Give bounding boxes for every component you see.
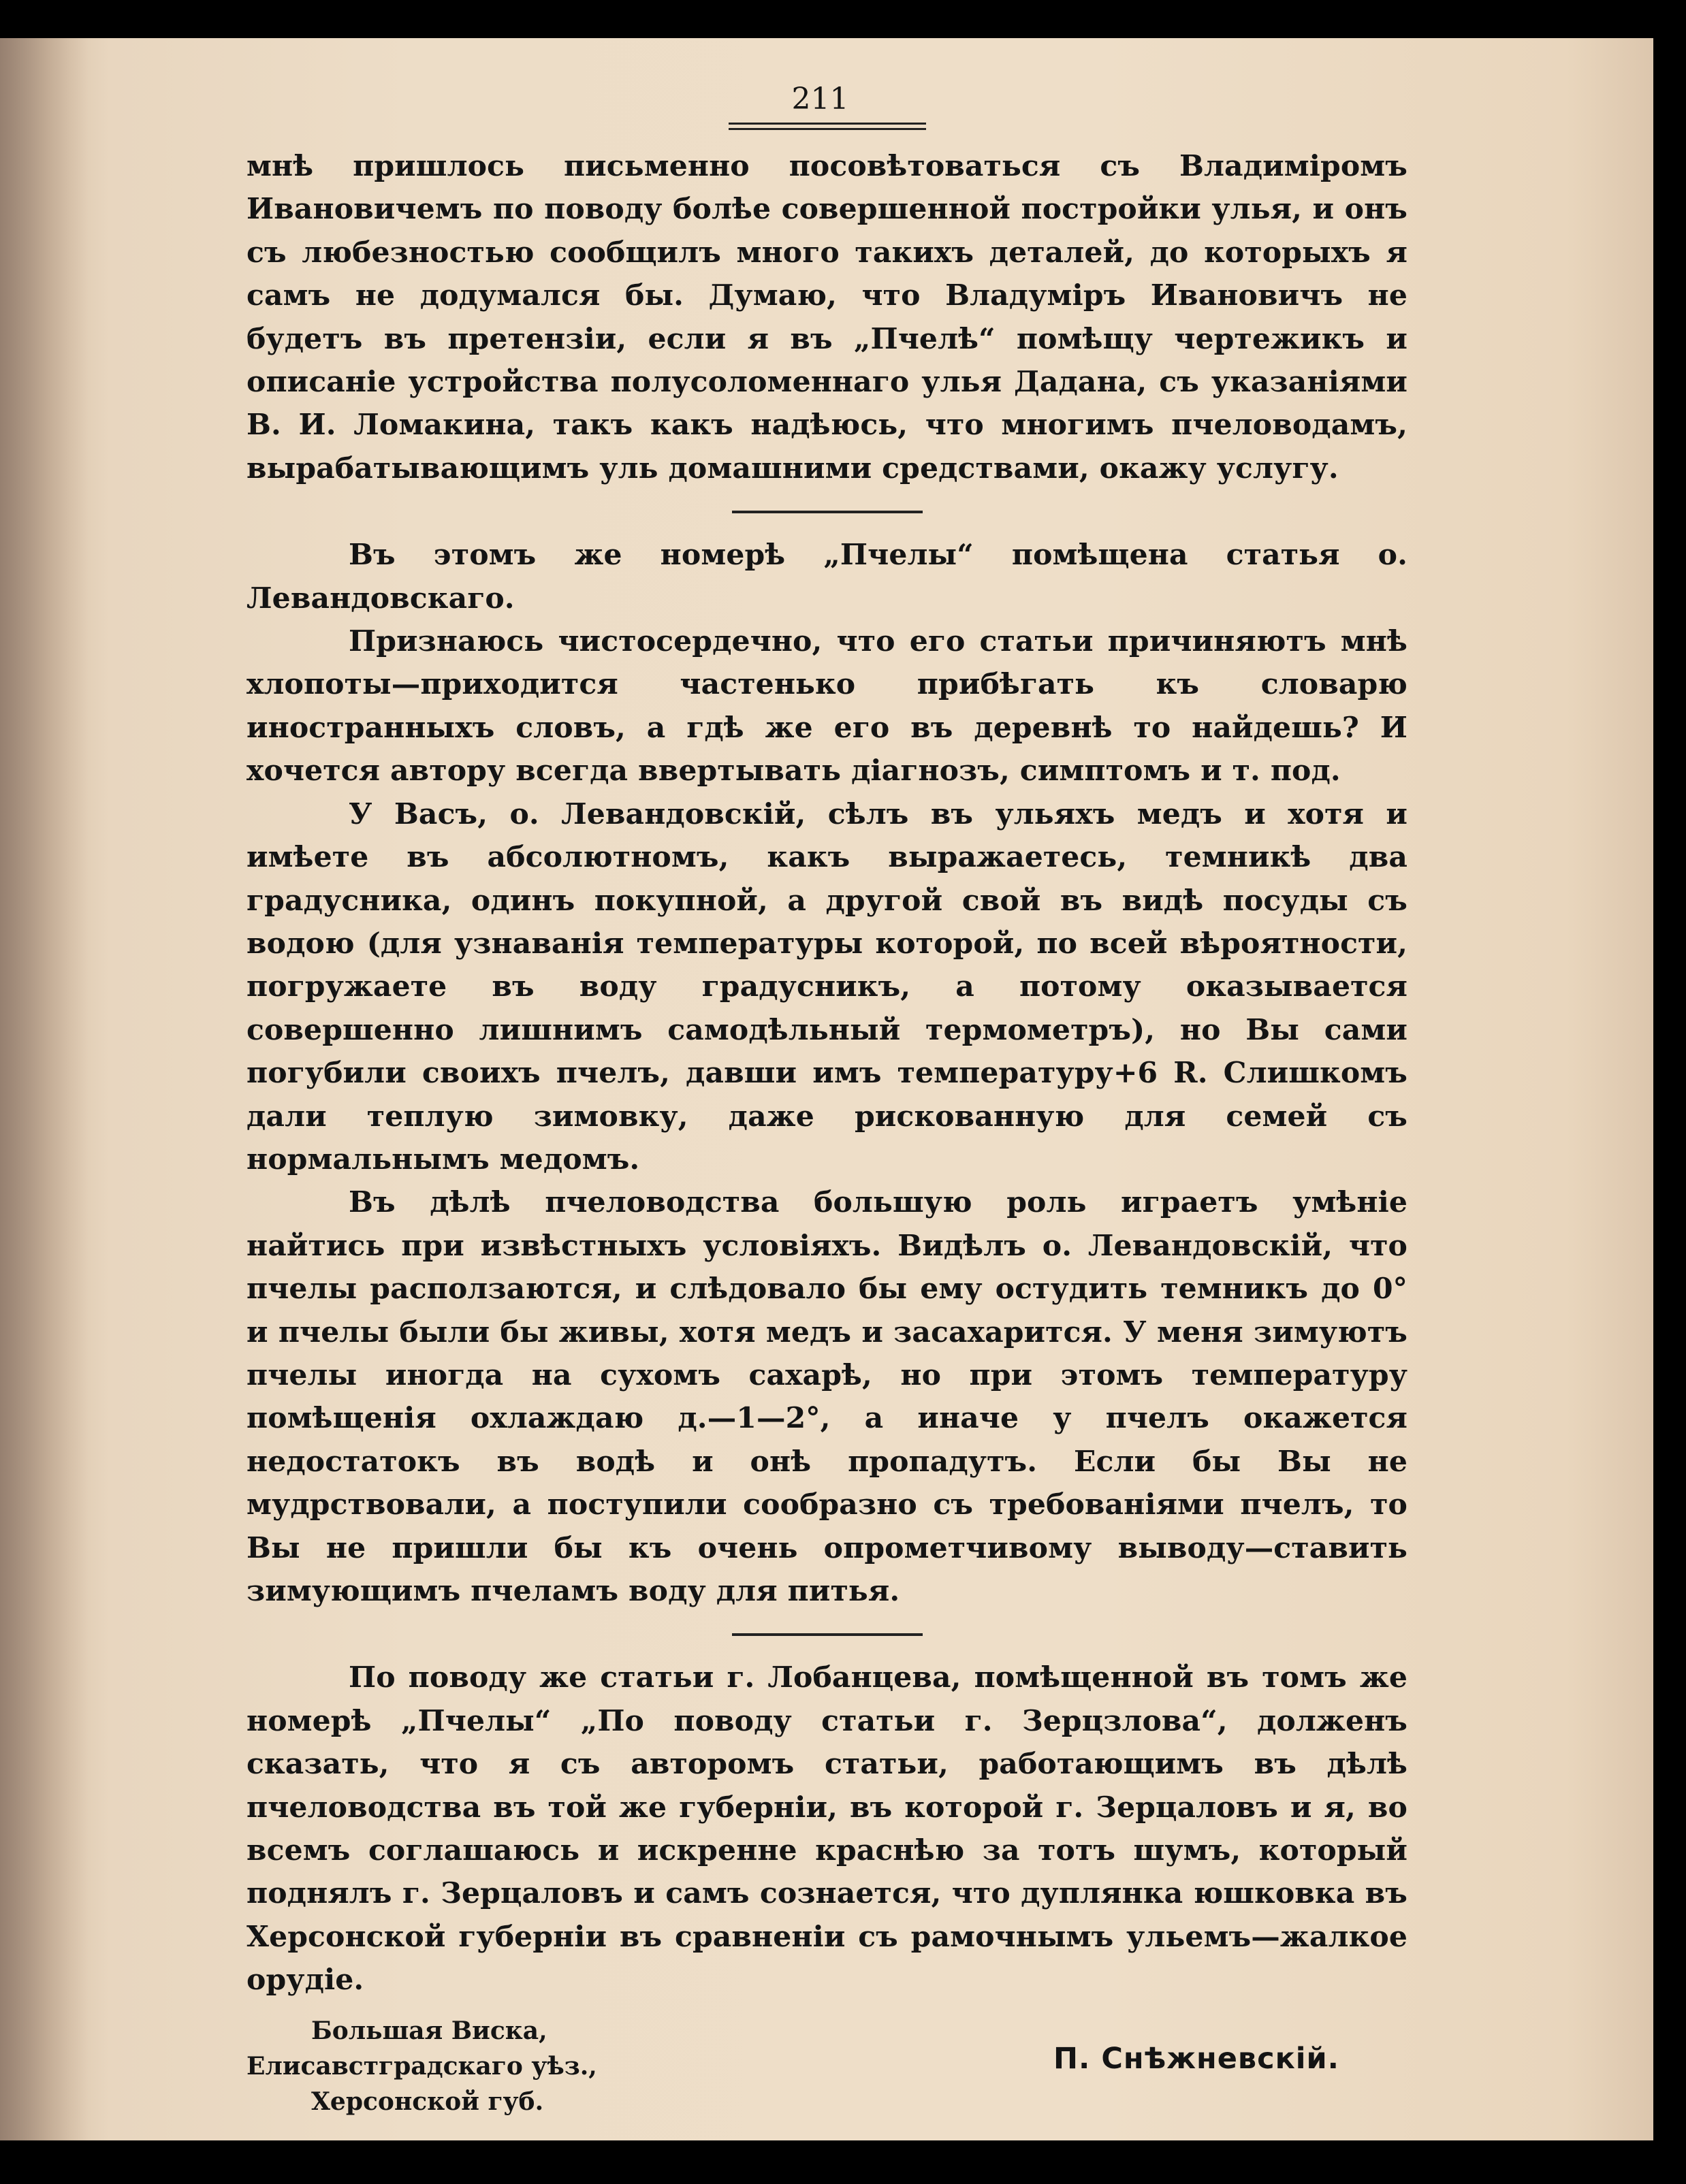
paragraph-3: Признаюсь чистосердечно, что его статьи причиняютъ мнѣ хлопоты—приходится частенько прибѣгать къ словарю иностранныхъ словъ, а гдѣ же его въ деревнѣ то найдешь? И хочется автору всегда ввертывать дiагнозъ, симптомъ и т. под. — [246, 624, 1407, 788]
section-divider-2 — [732, 1633, 923, 1636]
page-content — [246, 79, 1407, 2140]
section-divider-1 — [732, 511, 923, 513]
location-line-2: Елисавстградскаго уѣз., — [246, 2051, 597, 2081]
page-number: 211 — [791, 82, 849, 116]
header-double-rule — [729, 123, 926, 130]
book-page — [0, 38, 1653, 2140]
spine-shadow — [0, 38, 89, 2140]
paragraph-2: Въ этомъ же номерѣ „Пчелы“ помѣщена статья о. Левандовскаго. — [246, 538, 1407, 615]
paragraph-5: Въ дѣлѣ пчеловодства большую роль играетъ умѣнiе найтись при извѣстныхъ условiяхъ. Видѣлъ о. Левандовскiй, что пчелы расползаются, и слѣдовало бы ему остудить темникъ до 0° и пчелы были бы живы, хотя медъ и засахарится. У меня зимуютъ пчелы иногда на сухомъ сахарѣ, но при этомъ температуру помѣщенiя охлаждаю д.—1—2°, а иначе у пчелъ окажется недостатокъ въ водѣ и онѣ пропадутъ. Если бы Вы не мудрствовали, а поступили сообразно съ требованiями пчелъ, то Вы не пришли бы къ очень опрометчивому выводу—ставить зимующимъ пчеламъ воду для питья. — [246, 1185, 1407, 1608]
paragraph-1: мнѣ пришлось письменно посовѣтоваться съ Владимiромъ Ивановичемъ по поводу болѣе совершенной постройки улья, и онъ съ любезностью сообщилъ много такихъ деталей, до которыхъ я самъ не додумался бы. Думаю, что Владумiръ Ивановичъ не будетъ въ претензiи, если я въ „Пчелѣ“ помѣщу чертежикъ и описанiе устройства полусоломеннаго улья Дадана, съ указанiями В. И. Ломакина, такъ какъ надѣюсь, что многимъ пчеловодамъ, вырабатывающимъ уль домашними средствами, окажу услугу. — [246, 149, 1407, 485]
signature-block — [246, 2013, 1407, 2140]
location-line-3: Херсонской губ. — [311, 2087, 544, 2116]
author-location — [246, 2013, 597, 2119]
author-signature: П. Снѣжневскiй. — [1053, 2041, 1339, 2076]
location-line-1: Большая Виска, — [311, 2016, 547, 2045]
paragraph-6: По поводу же статьи г. Лобанцева, помѣщенной въ томъ же номерѣ „Пчелы“ „По поводу статьи г. Зерцзлова“, долженъ сказать, что я съ авторомъ статьи, работающимъ въ дѣлѣ пчеловодства въ той же губернiи, въ которой г. Зерцаловъ и я, во всемъ соглашаюсь и искренне краснѣю за тотъ шумъ, который поднялъ г. Зерцаловъ и самъ сознается, что дуплянка юшковка въ Херсонской губернiи въ сравненiи съ рамочнымъ ульемъ—жалкое орудiе. — [246, 1660, 1407, 1997]
paragraph-4: У Васъ, о. Левандовскiй, сѣлъ въ ульяхъ медъ и хотя и имѣете въ абсолютномъ, какъ выражаетесь, темникѣ два градусника, одинъ покупной, а другой свой въ видѣ посуды съ водою (для узнаванiя температуры которой, по всей вѣроятности, погружаете въ воду градусникъ, а потому оказывается совершенно лишнимъ самодѣльный термометръ), но Вы сами погубили своихъ пчелъ, давши имъ температуру+6 R. Слишкомъ дали теплую зимовку, даже рискованную для семей съ нормальнымъ медомъ. — [246, 797, 1407, 1176]
